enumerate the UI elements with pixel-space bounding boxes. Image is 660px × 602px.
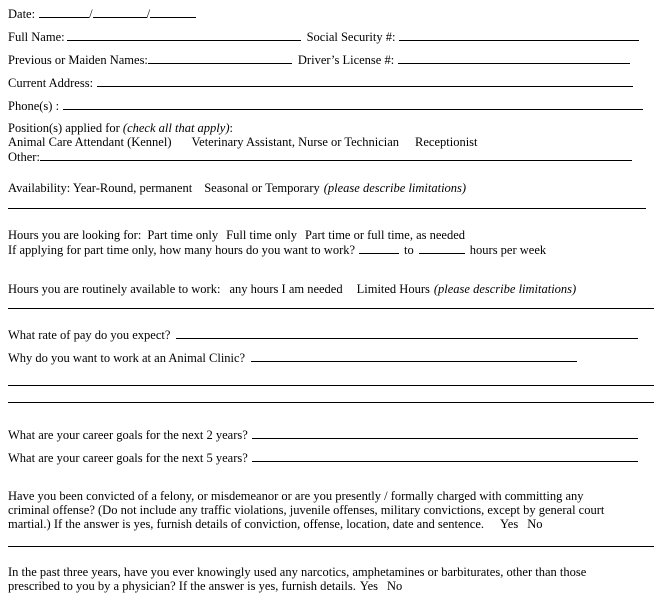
position-hint-colon: : (229, 121, 233, 135)
routine-row (8, 282, 576, 296)
part-time-question: If applying for part time only, how many hours do you want to work? (8, 243, 356, 257)
date-day-field[interactable] (93, 6, 147, 18)
felony-yes-option[interactable]: Yes (500, 517, 519, 531)
drivers-license-field[interactable] (398, 52, 630, 64)
pay-question: What rate of pay do you expect? (8, 328, 171, 342)
felony-details-field[interactable] (8, 546, 654, 547)
pay-row (8, 327, 638, 342)
address-label: Current Address: (8, 76, 94, 90)
position-option-kennel[interactable]: Animal Care Attendant (Kennel) (8, 135, 172, 149)
hours-option-part-time[interactable]: Part time only (147, 228, 219, 242)
ssn-field[interactable] (399, 29, 639, 41)
routine-option-limited[interactable]: Limited Hours (356, 282, 430, 296)
position-other-label: Other: (8, 150, 40, 164)
position-option-receptionist[interactable]: Receptionist (415, 135, 478, 149)
drugs-line-1: In the past three years, have you ever knowingly used any narcotics, amphetamines or barbiturates, other than those (8, 565, 587, 579)
felony-line-3-row (8, 517, 543, 531)
part-time-hours-row (8, 242, 546, 257)
full-name-label: Full Name: (8, 30, 65, 44)
position-option-vet-assistant[interactable]: Veterinary Assistant, Nurse or Technician (191, 135, 400, 149)
hours-min-field[interactable] (359, 242, 399, 254)
felony-line-2: criminal offense? (Do not include any traffic violations, juvenile offenses, military convictions, except by general court (8, 503, 605, 517)
goals-2yr-field[interactable] (252, 427, 638, 439)
drugs-no-option[interactable]: No (387, 579, 403, 593)
hours-option-either[interactable]: Part time or full time, as needed (304, 228, 466, 242)
date-month-field[interactable] (39, 6, 89, 18)
hours-max-field[interactable] (419, 242, 465, 254)
position-label: Position(s) applied for (8, 121, 123, 135)
full-name-field[interactable] (67, 29, 301, 41)
why-row (8, 350, 577, 365)
position-hint: (check all that apply) (122, 121, 230, 135)
goals-5yr-row (8, 450, 638, 465)
address-row (8, 75, 633, 90)
ssn-label: Social Security #: (306, 30, 396, 44)
date-sep-1: / (89, 7, 93, 21)
hours-to-label: to (404, 243, 414, 257)
address-field[interactable] (97, 75, 633, 87)
phone-label: Phone(s) : (8, 99, 60, 113)
hours-option-full-time[interactable]: Full time only (226, 228, 297, 242)
hours-row (8, 228, 465, 242)
availability-hint: (please describe limitations) (323, 181, 467, 195)
felony-line-1: Have you been convicted of a felony, or misdemeanor or are you presently / formally charged with committing any (8, 489, 584, 503)
previous-names-row (8, 52, 630, 67)
availability-option-year-round[interactable]: Availability: Year-Round, permanent (8, 181, 193, 195)
why-field[interactable] (251, 350, 577, 362)
availability-row (8, 181, 466, 195)
routine-hint: (please describe limitations) (433, 282, 577, 296)
why-field-line-2[interactable] (8, 385, 654, 386)
phone-row (8, 98, 643, 113)
phone-field[interactable] (63, 98, 643, 110)
hours-per-week-label: hours per week (469, 243, 547, 257)
full-name-row (8, 29, 639, 44)
drivers-license-label: Driver’s License #: (297, 53, 395, 67)
hours-label: Hours you are looking for: (8, 228, 142, 242)
drugs-yes-option[interactable]: Yes (359, 579, 379, 593)
goals-5yr-field[interactable] (252, 450, 638, 462)
date-sep-2: / (146, 7, 151, 21)
goals-5yr-question: What are your career goals for the next 5 years? (8, 451, 248, 465)
position-other-field[interactable] (40, 149, 632, 161)
availability-option-seasonal[interactable]: Seasonal or Temporary (204, 181, 320, 195)
date-label: Date: (8, 7, 36, 21)
goals-2yr-row (8, 427, 638, 442)
availability-details-field[interactable] (8, 208, 646, 209)
previous-names-field[interactable] (148, 52, 292, 64)
why-question: Why do you want to work at an Animal Clinic? (8, 351, 246, 365)
felony-line-3: martial.) If the answer is yes, furnish details of conviction, offense, location, date and sentence. (8, 517, 485, 531)
position-other-row (8, 149, 632, 164)
routine-label: Hours you are routinely available to work: (8, 282, 221, 296)
drugs-line-2-row (8, 579, 402, 593)
pay-field[interactable] (176, 327, 638, 339)
position-options (8, 135, 478, 149)
date-year-field[interactable] (150, 6, 196, 18)
position-heading (8, 121, 233, 135)
goals-2yr-question: What are your career goals for the next 2 years? (8, 428, 248, 442)
felony-no-option[interactable]: No (527, 517, 543, 531)
date-row (8, 6, 196, 21)
drugs-line-2: prescribed to you by a physician? If the answer is yes, furnish details. (8, 579, 356, 593)
previous-names-label: Previous or Maiden Names: (8, 53, 148, 67)
routine-option-any[interactable]: any hours I am needed (229, 282, 343, 296)
why-field-line-3[interactable] (8, 402, 654, 403)
routine-details-field[interactable] (8, 308, 654, 309)
